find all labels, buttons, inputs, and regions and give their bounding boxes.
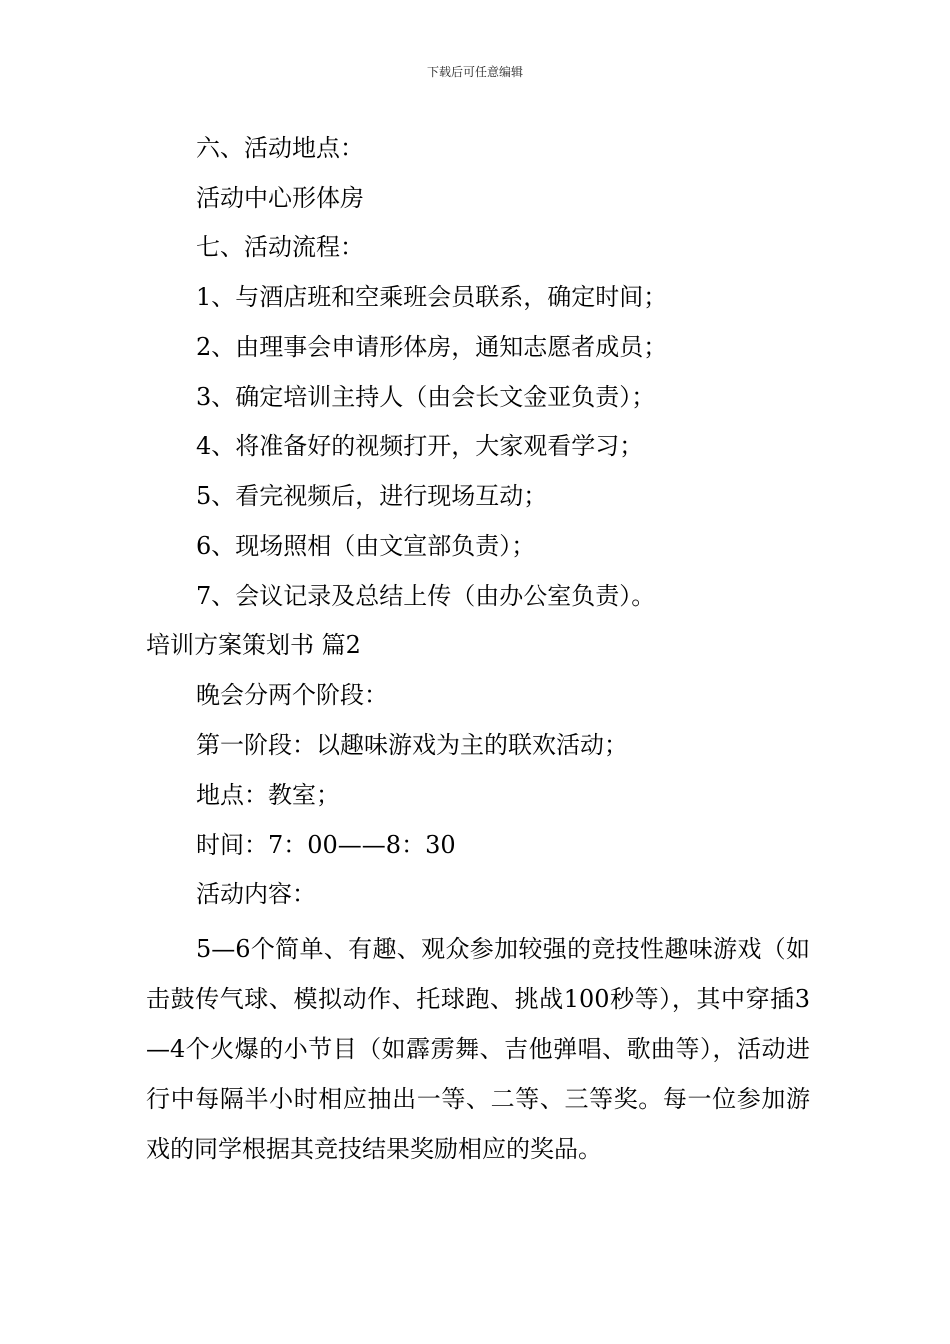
process-step-5: 5、看完视频后，进行现场互动； bbox=[196, 482, 548, 510]
stage-one: 第一阶段：以趣味游戏为主的联欢活动； bbox=[196, 731, 628, 759]
activity-content-paragraph: 5—6个简单、有趣、观众参加较强的竞技性趣味游戏（如击鼓传气球、模拟动作、托球跑、挑战100秒等），其中穿插3—4个火爆的小节目（如霹雳舞、吉他弹唱、歌曲等），活动进行中每隔半小时相应抽出一等、二等、三等奖。每一位参加游戏的同学根据其竞技结果奖励相应的奖品。 bbox=[146, 935, 810, 1163]
location-text: 活动中心形体房 bbox=[196, 184, 364, 212]
section-heading-process: 七、活动流程： bbox=[196, 233, 364, 261]
process-step-7: 7、会议记录及总结上传（由办公室负责）。 bbox=[196, 582, 656, 610]
stage-intro: 晚会分两个阶段： bbox=[196, 681, 388, 709]
stage-time: 时间：7：00——8：30 bbox=[196, 831, 456, 859]
process-step-1: 1、与酒店班和空乘班会员联系，确定时间； bbox=[196, 283, 668, 311]
activity-content-label: 活动内容： bbox=[196, 880, 316, 908]
stage-location: 地点：教室； bbox=[196, 781, 340, 809]
section-title: 培训方案策划书 篇2 bbox=[146, 631, 361, 659]
process-step-4: 4、将准备好的视频打开，大家观看学习； bbox=[196, 432, 644, 460]
page-header-note: 下载后可任意编辑 bbox=[426, 65, 523, 79]
process-step-2: 2、由理事会申请形体房，通知志愿者成员； bbox=[196, 333, 668, 361]
process-step-6: 6、现场照相（由文宣部负责）； bbox=[196, 532, 536, 560]
section-heading-location: 六、活动地点： bbox=[196, 134, 364, 162]
process-step-3: 3、确定培训主持人（由会长文金亚负责）； bbox=[196, 383, 656, 411]
